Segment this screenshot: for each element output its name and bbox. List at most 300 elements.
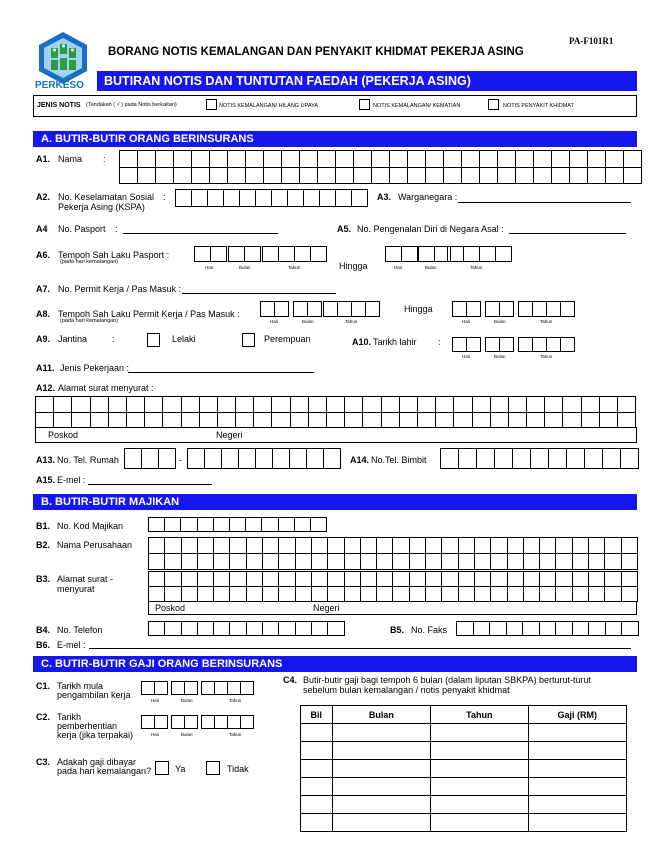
a5-pengenalan-field[interactable] — [509, 233, 626, 234]
char-box[interactable] — [191, 167, 210, 184]
char-box[interactable] — [180, 517, 197, 532]
table-cell[interactable] — [332, 742, 430, 760]
char-box[interactable] — [290, 412, 309, 428]
char-box[interactable] — [295, 621, 312, 636]
b2-nama-row1[interactable] — [148, 537, 638, 554]
char-box[interactable] — [278, 621, 295, 636]
char-box[interactable] — [274, 301, 289, 317]
char-box[interactable] — [389, 150, 408, 168]
c3-tidak-checkbox[interactable] — [206, 761, 220, 775]
char-box[interactable] — [335, 189, 352, 207]
char-box[interactable] — [572, 621, 590, 636]
char-box[interactable] — [572, 586, 589, 602]
char-box[interactable] — [194, 246, 211, 262]
char-box[interactable] — [327, 553, 344, 570]
char-box[interactable] — [461, 167, 480, 184]
char-box[interactable] — [155, 150, 174, 168]
char-box[interactable] — [287, 189, 304, 207]
char-box[interactable] — [560, 301, 575, 317]
char-box[interactable] — [299, 167, 318, 184]
char-box[interactable] — [474, 571, 491, 587]
char-box[interactable] — [569, 167, 588, 184]
char-box[interactable] — [108, 396, 127, 413]
char-box[interactable] — [461, 150, 480, 168]
char-box[interactable] — [229, 586, 246, 602]
char-box[interactable] — [495, 246, 512, 262]
char-box[interactable] — [245, 167, 264, 184]
char-box[interactable] — [472, 412, 491, 428]
char-box[interactable] — [295, 571, 312, 587]
char-box[interactable] — [507, 537, 524, 554]
a10-month[interactable] — [485, 337, 514, 352]
char-box[interactable] — [479, 167, 498, 184]
char-box[interactable] — [474, 586, 491, 602]
char-box[interactable] — [240, 715, 254, 729]
char-box[interactable] — [507, 586, 524, 602]
a6-from-month[interactable] — [228, 246, 261, 262]
char-box[interactable] — [532, 301, 547, 317]
table-cell[interactable] — [528, 760, 626, 778]
char-box[interactable] — [417, 396, 436, 413]
char-box[interactable] — [148, 553, 165, 570]
char-box[interactable] — [294, 246, 311, 262]
b3-poskod-negeri-row[interactable] — [148, 601, 637, 615]
char-box[interactable] — [199, 412, 218, 428]
char-box[interactable] — [238, 448, 256, 469]
char-box[interactable] — [246, 621, 263, 636]
char-box[interactable] — [533, 167, 552, 184]
char-box[interactable] — [560, 337, 575, 352]
char-box[interactable] — [548, 448, 567, 469]
char-box[interactable] — [604, 571, 621, 587]
char-box[interactable] — [515, 167, 534, 184]
char-box[interactable] — [327, 621, 344, 636]
char-box[interactable] — [466, 301, 481, 317]
b6-email-field[interactable] — [89, 648, 631, 649]
table-cell[interactable] — [332, 814, 430, 832]
char-box[interactable] — [263, 167, 282, 184]
char-box[interactable] — [239, 189, 256, 207]
char-box[interactable] — [392, 586, 409, 602]
char-box[interactable] — [262, 537, 279, 554]
char-box[interactable] — [569, 150, 588, 168]
c1-day[interactable] — [141, 681, 168, 695]
char-box[interactable] — [551, 150, 570, 168]
notis-penyakit-khidmat-checkbox[interactable] — [488, 99, 499, 110]
char-box[interactable] — [371, 150, 390, 168]
char-box[interactable] — [108, 412, 127, 428]
char-box[interactable] — [148, 621, 165, 636]
char-box[interactable] — [126, 396, 145, 413]
char-box[interactable] — [227, 167, 246, 184]
b2-nama-row2[interactable] — [148, 553, 638, 570]
char-box[interactable] — [539, 621, 557, 636]
char-box[interactable] — [371, 167, 390, 184]
char-box[interactable] — [353, 150, 372, 168]
char-box[interactable] — [187, 448, 205, 469]
char-box[interactable] — [263, 150, 282, 168]
char-box[interactable] — [327, 537, 344, 554]
char-box[interactable] — [499, 337, 514, 352]
char-box[interactable] — [308, 412, 327, 428]
char-box[interactable] — [303, 189, 320, 207]
char-box[interactable] — [389, 167, 408, 184]
char-box[interactable] — [229, 553, 246, 570]
char-box[interactable] — [472, 396, 491, 413]
char-box[interactable] — [255, 448, 273, 469]
char-box[interactable] — [229, 571, 246, 587]
char-box[interactable] — [164, 621, 181, 636]
char-box[interactable] — [209, 167, 228, 184]
a8-from-day[interactable] — [260, 301, 289, 317]
char-box[interactable] — [476, 448, 495, 469]
char-box[interactable] — [544, 412, 563, 428]
char-box[interactable] — [605, 621, 623, 636]
char-box[interactable] — [621, 621, 639, 636]
char-box[interactable] — [295, 537, 312, 554]
char-box[interactable] — [418, 246, 435, 262]
char-box[interactable] — [523, 571, 540, 587]
char-box[interactable] — [317, 150, 336, 168]
char-box[interactable] — [617, 396, 636, 413]
char-box[interactable] — [518, 301, 533, 317]
char-box[interactable] — [399, 412, 418, 428]
c1-month[interactable] — [171, 681, 198, 695]
char-box[interactable] — [539, 553, 556, 570]
a1-nama-row1[interactable] — [119, 150, 642, 168]
table-cell[interactable] — [301, 760, 333, 778]
char-box[interactable] — [588, 571, 605, 587]
char-box[interactable] — [154, 715, 168, 729]
char-box[interactable] — [490, 586, 507, 602]
char-box[interactable] — [381, 412, 400, 428]
char-box[interactable] — [323, 448, 341, 469]
char-box[interactable] — [515, 150, 534, 168]
char-box[interactable] — [623, 150, 642, 168]
char-box[interactable] — [539, 537, 556, 554]
char-box[interactable] — [71, 412, 90, 428]
char-box[interactable] — [621, 537, 638, 554]
table-cell[interactable] — [301, 778, 333, 796]
table-cell[interactable] — [528, 796, 626, 814]
c2-day[interactable] — [141, 715, 168, 729]
char-box[interactable] — [440, 448, 459, 469]
char-box[interactable] — [253, 396, 272, 413]
char-box[interactable] — [327, 571, 344, 587]
char-box[interactable] — [507, 553, 524, 570]
char-box[interactable] — [255, 189, 272, 207]
char-box[interactable] — [443, 150, 462, 168]
c1-year[interactable] — [201, 681, 254, 695]
char-box[interactable] — [490, 412, 509, 428]
char-box[interactable] — [141, 448, 159, 469]
table-cell[interactable] — [301, 724, 333, 742]
char-box[interactable] — [213, 553, 230, 570]
char-box[interactable] — [191, 189, 208, 207]
char-box[interactable] — [246, 537, 263, 554]
a12-address-row1[interactable] — [35, 396, 636, 413]
char-box[interactable] — [381, 396, 400, 413]
char-box[interactable] — [425, 150, 444, 168]
char-box[interactable] — [620, 448, 639, 469]
c2-month[interactable] — [171, 715, 198, 729]
char-box[interactable] — [327, 586, 344, 602]
char-box[interactable] — [217, 412, 236, 428]
char-box[interactable] — [197, 621, 214, 636]
char-box[interactable] — [572, 537, 589, 554]
char-box[interactable] — [425, 167, 444, 184]
char-box[interactable] — [604, 553, 621, 570]
char-box[interactable] — [197, 517, 214, 532]
char-box[interactable] — [53, 412, 72, 428]
char-box[interactable] — [210, 246, 227, 262]
char-box[interactable] — [164, 586, 181, 602]
char-box[interactable] — [479, 150, 498, 168]
a6-to-day[interactable] — [385, 246, 418, 262]
char-box[interactable] — [530, 448, 549, 469]
table-cell[interactable] — [301, 814, 333, 832]
char-box[interactable] — [148, 586, 165, 602]
char-box[interactable] — [181, 553, 198, 570]
char-box[interactable] — [144, 396, 163, 413]
char-box[interactable] — [473, 621, 491, 636]
char-box[interactable] — [443, 167, 462, 184]
char-box[interactable] — [490, 537, 507, 554]
b3-address-row2[interactable] — [148, 586, 638, 602]
char-box[interactable] — [490, 571, 507, 587]
char-box[interactable] — [409, 537, 426, 554]
char-box[interactable] — [209, 150, 228, 168]
char-box[interactable] — [555, 571, 572, 587]
table-cell[interactable] — [431, 796, 529, 814]
char-box[interactable] — [227, 150, 246, 168]
a6-from-day[interactable] — [194, 246, 227, 262]
char-box[interactable] — [229, 537, 246, 554]
char-box[interactable] — [319, 189, 336, 207]
char-box[interactable] — [35, 412, 54, 428]
char-box[interactable] — [463, 246, 480, 262]
char-box[interactable] — [164, 537, 181, 554]
char-box[interactable] — [173, 167, 192, 184]
b1-kod-majikan-field[interactable] — [148, 517, 327, 532]
char-box[interactable] — [562, 412, 581, 428]
char-box[interactable] — [344, 586, 361, 602]
char-box[interactable] — [425, 553, 442, 570]
char-box[interactable] — [197, 553, 214, 570]
char-box[interactable] — [235, 396, 254, 413]
a6-from-year[interactable] — [262, 246, 327, 262]
char-box[interactable] — [253, 412, 272, 428]
char-box[interactable] — [522, 621, 540, 636]
char-box[interactable] — [281, 167, 300, 184]
char-box[interactable] — [299, 150, 318, 168]
a1-nama-row2[interactable] — [119, 167, 642, 184]
char-box[interactable] — [164, 553, 181, 570]
char-box[interactable] — [246, 571, 263, 587]
char-box[interactable] — [479, 246, 496, 262]
char-box[interactable] — [562, 396, 581, 413]
char-box[interactable] — [191, 150, 210, 168]
a7-permit-field[interactable] — [182, 293, 336, 294]
char-box[interactable] — [441, 571, 458, 587]
char-box[interactable] — [229, 621, 246, 636]
char-box[interactable] — [293, 301, 308, 317]
a6-to-year[interactable] — [447, 246, 512, 262]
char-box[interactable] — [599, 396, 618, 413]
char-box[interactable] — [184, 715, 198, 729]
char-box[interactable] — [306, 448, 324, 469]
char-box[interactable] — [281, 150, 300, 168]
char-box[interactable] — [605, 167, 624, 184]
char-box[interactable] — [497, 150, 516, 168]
char-box[interactable] — [581, 396, 600, 413]
a14-mobile-field[interactable] — [440, 448, 639, 469]
char-box[interactable] — [207, 189, 224, 207]
notis-kemalangan-kematian-checkbox[interactable] — [359, 99, 370, 110]
a11-pekerjaan-field[interactable] — [128, 372, 314, 373]
char-box[interactable] — [171, 681, 185, 695]
lelaki-checkbox[interactable] — [147, 333, 160, 347]
table-cell[interactable] — [528, 814, 626, 832]
char-box[interactable] — [271, 189, 288, 207]
char-box[interactable] — [278, 571, 295, 587]
char-box[interactable] — [217, 396, 236, 413]
char-box[interactable] — [452, 301, 467, 317]
char-box[interactable] — [244, 246, 261, 262]
char-box[interactable] — [621, 571, 638, 587]
char-box[interactable] — [173, 150, 192, 168]
char-box[interactable] — [260, 301, 275, 317]
char-box[interactable] — [223, 189, 240, 207]
char-box[interactable] — [213, 621, 230, 636]
table-cell[interactable] — [431, 814, 529, 832]
char-box[interactable] — [197, 586, 214, 602]
table-cell[interactable] — [528, 742, 626, 760]
char-box[interactable] — [119, 167, 138, 184]
char-box[interactable] — [360, 553, 377, 570]
char-box[interactable] — [588, 586, 605, 602]
char-box[interactable] — [175, 189, 192, 207]
char-box[interactable] — [201, 681, 215, 695]
char-box[interactable] — [148, 571, 165, 587]
char-box[interactable] — [435, 412, 454, 428]
char-box[interactable] — [360, 586, 377, 602]
char-box[interactable] — [295, 586, 312, 602]
c3-ya-checkbox[interactable] — [155, 761, 169, 775]
char-box[interactable] — [227, 715, 241, 729]
table-cell[interactable] — [431, 742, 529, 760]
char-box[interactable] — [245, 517, 262, 532]
char-box[interactable] — [311, 621, 328, 636]
char-box[interactable] — [566, 448, 585, 469]
char-box[interactable] — [533, 150, 552, 168]
char-box[interactable] — [490, 553, 507, 570]
char-box[interactable] — [262, 246, 279, 262]
char-box[interactable] — [474, 537, 491, 554]
char-box[interactable] — [572, 571, 589, 587]
char-box[interactable] — [441, 586, 458, 602]
char-box[interactable] — [311, 586, 328, 602]
a12-poskod-negeri-row[interactable] — [35, 427, 637, 443]
char-box[interactable] — [164, 517, 181, 532]
char-box[interactable] — [162, 396, 181, 413]
char-box[interactable] — [385, 246, 402, 262]
char-box[interactable] — [621, 553, 638, 570]
char-box[interactable] — [181, 412, 200, 428]
a10-day[interactable] — [452, 337, 481, 352]
char-box[interactable] — [360, 571, 377, 587]
char-box[interactable] — [71, 396, 90, 413]
char-box[interactable] — [155, 167, 174, 184]
table-cell[interactable] — [301, 796, 333, 814]
char-box[interactable] — [435, 396, 454, 413]
char-box[interactable] — [506, 621, 524, 636]
char-box[interactable] — [401, 246, 418, 262]
a13-number[interactable] — [187, 448, 341, 469]
char-box[interactable] — [392, 537, 409, 554]
char-box[interactable] — [199, 396, 218, 413]
char-box[interactable] — [53, 396, 72, 413]
table-cell[interactable] — [332, 796, 430, 814]
char-box[interactable] — [137, 150, 156, 168]
char-box[interactable] — [507, 571, 524, 587]
char-box[interactable] — [555, 621, 573, 636]
table-cell[interactable] — [332, 778, 430, 796]
char-box[interactable] — [262, 571, 279, 587]
char-box[interactable] — [278, 517, 295, 532]
char-box[interactable] — [137, 167, 156, 184]
char-box[interactable] — [213, 517, 230, 532]
char-box[interactable] — [584, 448, 603, 469]
char-box[interactable] — [240, 681, 254, 695]
char-box[interactable] — [458, 537, 475, 554]
char-box[interactable] — [227, 681, 241, 695]
char-box[interactable] — [344, 396, 363, 413]
a2-kspa-field[interactable] — [175, 189, 368, 207]
char-box[interactable] — [362, 412, 381, 428]
b5-faks-field[interactable] — [456, 621, 639, 636]
char-box[interactable] — [497, 167, 516, 184]
char-box[interactable] — [362, 396, 381, 413]
char-box[interactable] — [458, 448, 477, 469]
table-cell[interactable] — [332, 760, 430, 778]
char-box[interactable] — [452, 337, 467, 352]
char-box[interactable] — [213, 571, 230, 587]
char-box[interactable] — [181, 571, 198, 587]
char-box[interactable] — [546, 337, 561, 352]
char-box[interactable] — [326, 396, 345, 413]
a3-warganegara-field[interactable] — [458, 202, 631, 203]
char-box[interactable] — [164, 571, 181, 587]
char-box[interactable] — [599, 412, 618, 428]
a4-pasport-field[interactable] — [123, 233, 278, 234]
char-box[interactable] — [526, 396, 545, 413]
a8-to-month[interactable] — [485, 301, 514, 317]
table-cell[interactable] — [431, 760, 529, 778]
char-box[interactable] — [602, 448, 621, 469]
char-box[interactable] — [508, 412, 527, 428]
char-box[interactable] — [344, 537, 361, 554]
char-box[interactable] — [344, 412, 363, 428]
char-box[interactable] — [204, 448, 222, 469]
char-box[interactable] — [587, 150, 606, 168]
char-box[interactable] — [197, 571, 214, 587]
char-box[interactable] — [376, 571, 393, 587]
c2-year[interactable] — [201, 715, 254, 729]
char-box[interactable] — [392, 553, 409, 570]
char-box[interactable] — [494, 448, 513, 469]
char-box[interactable] — [588, 553, 605, 570]
